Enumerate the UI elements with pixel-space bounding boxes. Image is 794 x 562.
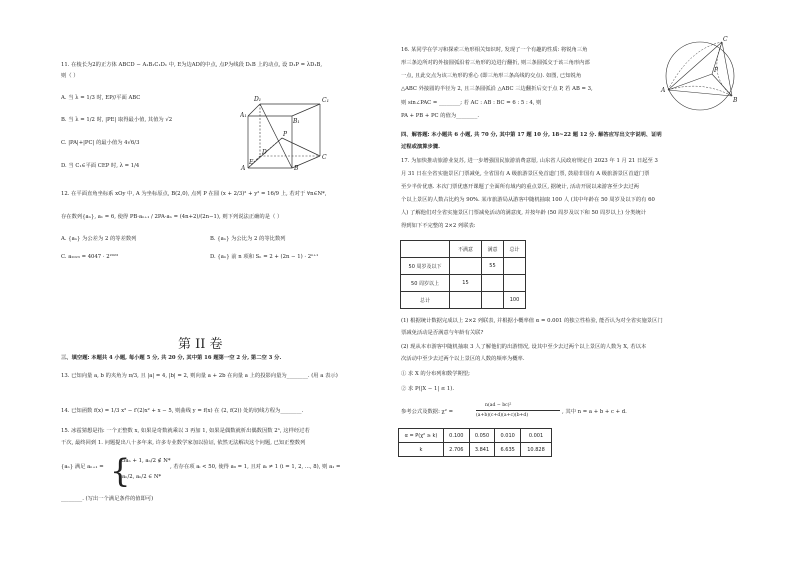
table-row xyxy=(401,258,526,275)
diagonal-d1b xyxy=(260,104,292,168)
formula-denominator: (a+b)(c+d)(a+c)(b+d) xyxy=(476,413,529,418)
q11-option-d: D. 当 C₁∈平面 CEP 时, λ = 1/4 xyxy=(61,163,140,169)
cube-edge xyxy=(292,104,320,116)
q16-line-4: △ABC 外接圆的半径为 2, 且三条圆弧沿 △ABC 三边翻折后交于点 P, 若 AB = 3, xyxy=(401,86,593,92)
table-cell: 0.010 xyxy=(495,429,521,443)
triangle-circle-figure xyxy=(660,36,740,116)
q15-case-2: aₙ/2, aₙ/2 ∈ N* xyxy=(122,474,162,480)
q12-option-c: C. a₂₀₂₃ = 4047 · 2²⁰²³ xyxy=(61,254,119,260)
q11-stem-2: 则（ ） xyxy=(61,73,79,79)
critical-value-table xyxy=(398,428,552,457)
label-a1: A₁ xyxy=(240,112,247,119)
table-cell: 55 xyxy=(481,258,503,275)
side-ab xyxy=(668,90,732,96)
q17-sub-1: ① 求 X 的分布列和数学期望; xyxy=(401,371,470,377)
q12-option-b: B. {aₙ} 为公比为 2 的等比数列 xyxy=(210,236,286,242)
q17-line-4: 个以上景区的人数占比约为 90%. 某市旅游局从游客中随机抽取 100 人 (其中年龄在 50 周岁及以下的有 60 xyxy=(401,197,655,203)
table-header: 总计 xyxy=(503,241,525,258)
q16-line-2: 形三条边所对的外接圆弧沿着三角形的边进行翻折, 则三条圆弧交于该三角形内部 xyxy=(401,60,590,66)
label-d: D xyxy=(262,149,267,156)
table-cell xyxy=(481,292,503,309)
q15-case-1: 3aₙ + 1, aₙ/2 ∉ N* xyxy=(122,458,171,464)
table-cell: 0.050 xyxy=(469,429,495,443)
label-p: P xyxy=(714,67,719,74)
question-13: 13. 已知向量 a, b 的夹角为 π/3, 且 |a| = 4, |b| = 2, 则向量 a + 2b 在向量 a 上的投影向量为________. (用 a 表示) xyxy=(61,373,338,379)
q15-line-4: ________. (写出一个满足条件的值即可) xyxy=(61,496,154,502)
table-cell xyxy=(503,275,525,292)
table-row xyxy=(399,429,552,443)
label-c1: C₁ xyxy=(322,97,329,104)
table-cell xyxy=(450,258,482,275)
q17-line-1: 17. 为加快推动旅游业复苏, 进一步增强国民旅游消费意愿, 山东省人民政府规定自 2023 年 1 月 21 日起至 3 xyxy=(401,158,658,164)
q15-line-3b: , 若存在项 aᵢ < 50, 使得 a₉ = 1, 且对 aᵢ ≠ 1 (i = 1, 2, ..., 8), 则 a₁ = xyxy=(170,464,341,470)
table-cell: 6.635 xyxy=(495,443,521,457)
label-e: E xyxy=(249,159,254,166)
q11-option-b: B. 当 λ = 1/2 时, |PE| 取得最小值, 其值为 √2 xyxy=(61,117,173,123)
q17-line-2: 月 31 日在全省实施景区门票减免, 全省国有 A 级旅游景区免首道门票, 鼓励非国有 A 级旅游景区首道门票 xyxy=(401,171,650,177)
cube-figure xyxy=(240,86,340,171)
q15-line-2: 干次, 最终回到 1. 问题提出八十多年来, 许多专业数学家加以验证, 依然无法解决这个问题, 已知正整数列 xyxy=(61,440,306,446)
q17-line-6: 得到如下不完整的 2×2 列联表: xyxy=(401,223,476,229)
label-a: A xyxy=(241,165,246,171)
q17-line-5: 人) 了解他们对全省实施景区门票减免活动的满意度, 并按年龄 (50 周岁及以下和 50 周岁以上) 分类统计 xyxy=(401,210,647,216)
segment-pc xyxy=(282,138,320,156)
table-row xyxy=(401,241,526,258)
q17-part-2a: (2) 现从本市游客中随机抽取 3 人了解他们的出游情况, 设其中至少去过两个以上景区的人数为 X, 若以本 xyxy=(401,344,647,350)
table-cell: 2.706 xyxy=(444,443,470,457)
table-cell: 50 周岁及以下 xyxy=(401,258,450,275)
label-p: P xyxy=(283,131,288,138)
q15-line-1: 15. 冰雹猜想是指: 一个正整数 x, 如果是奇数就乘以 3 再加 1, 如果是偶数就析出偶数因数 2ⁿ, 这样经过若 xyxy=(61,428,310,434)
table-header: 不满意 xyxy=(450,241,482,258)
table-cell: 0.001 xyxy=(521,429,552,443)
q12-stem-2: 存在数列{aₙ}, a₁ = 6, 使得 PB·aₙ₊₁ / 2PA·aₙ = (4n+2)/(2n−1), 则下列说法正确的是（ ） xyxy=(61,214,283,220)
formula-suffix: , 其中 n = a + b + c + d. xyxy=(562,409,627,415)
contingency-table xyxy=(400,240,526,309)
label-c: C xyxy=(322,154,327,161)
question-14: 14. 已知函数 f(x) = 1/3 x³ − f′(2)x² + x − 5, 则曲线 y = f(x) 在 (2, f(2)) 处的切线方程为________. xyxy=(61,408,304,414)
q17-part-1b: 票减免活动是否满意与年龄有关联? xyxy=(401,330,484,336)
q12-stem-1: 12. 在平面直角坐标系 xOy 中, A 为坐标原点, B(2,0), 点列 P 在圆 (x + 2/3)² + y² = 16/9 上, 若对于 ∀n∈N*, xyxy=(61,191,327,197)
brace: { xyxy=(110,452,131,490)
table-cell: 3.841 xyxy=(469,443,495,457)
q11-stem-1: 11. 在棱长为2的正方体 ABCD − A₁B₁C₁D₁ 中, E为边AD的中点, 点P为线段 D₁B 上的动点, 设 D₁P = λD₁B, xyxy=(61,62,323,68)
table-row xyxy=(399,443,552,457)
section-2-title: 第 II 卷 xyxy=(178,337,223,352)
table-header: 满意 xyxy=(481,241,503,258)
fraction-bar xyxy=(476,410,560,411)
table-cell: 50 周岁以上 xyxy=(401,275,450,292)
table-cell: 0.100 xyxy=(444,429,470,443)
cube-edge xyxy=(248,104,260,116)
table-cell: α = P(χ² ≥ k) xyxy=(399,429,444,443)
table-cell: 100 xyxy=(503,292,525,309)
table-cell xyxy=(450,292,482,309)
q11-option-a: A. 当 λ = 1/3 时, EP//平面 ABC xyxy=(61,95,141,101)
table-cell xyxy=(481,275,503,292)
table-cell: 10.828 xyxy=(521,443,552,457)
label-b: B xyxy=(733,97,738,104)
label-b1: B₁ xyxy=(293,118,300,125)
segment-ap xyxy=(668,74,712,90)
table-row xyxy=(401,292,526,309)
q11-option-c: C. |PA|+|PC| 的最小值为 4√6/3 xyxy=(61,140,140,146)
q16-line-5: 则 sin∠PAC = ________; 若 AC : AB : BC = 6 : 5 : 4, 则 xyxy=(401,100,542,106)
q15-line-3a: {aₙ} 满足 aₙ₊₁ = xyxy=(61,464,104,470)
q17-part-2b: 次活动中至少去过两个以上景区的人数的频率为概率. xyxy=(401,356,525,362)
fill-blank-header: 三、填空题: 本题共 4 小题, 每小题 5 分, 共 20 分, 其中第 16 题第一空 2 分, 第二空 3 分. xyxy=(61,355,282,361)
q17-part-1a: (1) 根据统计数据完成以上 2×2 列联表, 并根据小概率值 α = 0.001 的独立性检验, 能否认为对全省实施景区门 xyxy=(401,318,663,324)
side-cb xyxy=(722,42,732,96)
solve-header-1: 四、解答题: 本小题共 6 小题, 共 70 分, 其中第 17 题 10 分, 18~22 题 12 分. 解答应写出文字说明、证明 xyxy=(401,132,662,138)
label-a: A xyxy=(661,87,666,94)
q17-sub-2: ② 求 P(|X − 1| ≤ 1). xyxy=(401,386,455,392)
q16-line-6: PA + PB + PC 的值为________. xyxy=(401,113,480,119)
q17-line-3: 至少半价优惠. 本次门票优惠开课题了全面所有域内的重点景区, 据统计, 活动开展以来游客至少去过两 xyxy=(401,184,639,190)
label-d1: D₁ xyxy=(254,96,262,103)
segment-bp xyxy=(712,74,732,96)
solve-header-2: 过程或演算步骤. xyxy=(401,144,440,150)
label-b: B xyxy=(294,165,299,171)
table-cell: k xyxy=(399,443,444,457)
q16-line-1: 16. 某同学在学习和探索三角形相关知识时, 发现了一个有趣的性质: 将锐角三角 xyxy=(401,47,588,53)
label-c: C xyxy=(723,36,728,43)
table-cell: 15 xyxy=(450,275,482,292)
q12-option-d: D. {aₙ} 前 n 项和 Sₙ = 2 + (2n − 1) · 2ⁿ⁺¹ xyxy=(210,254,319,260)
formula-prefix: 参考公式及数据: χ² = xyxy=(401,409,454,415)
q12-option-a: A. {aₙ} 为公差为 2 的等差数列 xyxy=(61,236,137,242)
table-cell xyxy=(401,241,450,258)
table-row xyxy=(401,275,526,292)
table-cell: 总计 xyxy=(401,292,450,309)
q16-line-3: 一点, 且此交点为该三角形的垂心 (即三角形三条高线的交点). 如图, 已知锐角 xyxy=(401,73,582,79)
side-ac xyxy=(668,42,722,90)
table-cell xyxy=(503,258,525,275)
formula-numerator: n(ad − bc)² xyxy=(485,403,512,408)
